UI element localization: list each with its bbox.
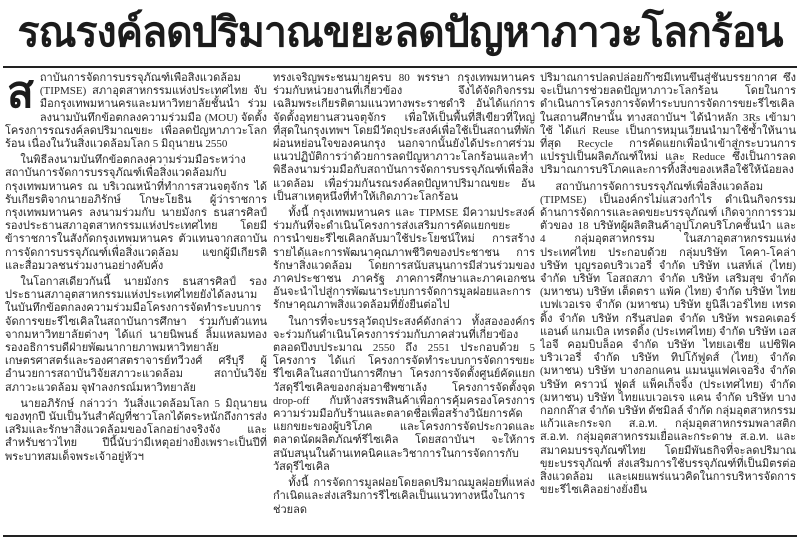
- article-paragraph: ในพิธีลงนามบันทึกข้อตกลงความร่วมมือระหว่างสถาบันการจัดการบรรจุภัณฑ์เพื่อสิ่งแวดล้อมกับกรุงเทพมหานคร ณ บริเวณหน้าที่ทำการสวนจตุจักร ได้รับเกียรติจากนายอภิรักษ์ โกษะโยธิน ผู้ว่าราชการกรุงเทพมหานคร ลงนามร่วมกับ นายมังกร ธนสารศิลป์ รองประธานสภาอุตสาหกรรมแห่งประเทศไทย โดยมีข้าราชการในสังกัดกรุงเทพมหานคร ตัวแทนจากสถาบันการจัดการบรรจุภัณฑ์เพื่อสิ่งแวดล้อม แขกผู้มีเกียรติ และสื่อมวลชนร่วมงานอย่างคับคั่ง: [5, 154, 267, 272]
- article-paragraph: นายอภิรักษ์ กล่าวว่า วันสิ่งแวดล้อมโลก 5 มิถุนายนของทุกปี นับเป็นวันสำคัญที่ชาวโลกได้ตระหนักถึงการส่งเสริมและรักษาสิ่งแวดล้อมของโลกอย่างจริงจัง และสำหรับชาวไทย ปีนี้นับว่ามีเหตุอย่างยิ่งเพราะเป็นปีที่พระบาทสมเด็จพระเจ้าอยู่หัวฯ: [5, 397, 267, 463]
- article-paragraph: ทั้งนี้ การจัดการมูลฝอยโดยลดปริมาณมูลฝอยที่แหล่งกำเนิดและส่งเสริมการรีไซเคิลเป็นแนวทางหนึ่งในการช่วยลด: [273, 477, 535, 516]
- article-paragraph: ในโอกาสเดียวกันนี้ นายมังกร ธนสารศิลป์ รองประธานสภาอุตสาหกรรมแห่งประเทศไทยยังได้ลงนามในบันทึกข้อตกลงความร่วมมือโครงการจัดทำระบบการจัดการขยะรีไซเคิลในสถาบันการศึกษา ร่วมกับตัวแทนจากมหาวิทยาลัยต่างๆ ได้แก่ นายนิพนธ์ ลิ้มแหลมทอง รองอธิการบดีฝ่ายพัฒนากายภาพมหาวิทยาลัยเกษตรศาสตร์และรองศาสตราจารย์ทวีวงศ์ ศรีบุรี ผู้อำนวยการสถาบันวิจัยสภาวะแวดล้อม สถาบันวิจัยสภาวะแวดล้อม จุฬาลงกรณ์มหาวิทยาลัย: [5, 276, 267, 394]
- article-paragraph: ทั้งนี้ กรุงเทพมหานคร และ TIPMSE มีความประสงค์ร่วมกันที่จะดำเนินโครงการส่งเสริมการคัดแยกขยะ การนำขยะรีไซเคิลกลับมาใช้ประโยชน์ใหม่ การสร้างรายได้และการพัฒนาคุณภาพชีวิตของประชาชน การรักษาสิ่งแวดล้อม โดยการสนับสนุนการมีส่วนร่วมของภาคประชาชน ภาครัฐ ภาคการศึกษาและภาคเอกชน อันจะนำไปสู่การพัฒนาระบบการจัดการมูลฝอยและการรักษาคุณภาพสิ่งแวดล้อมที่ยั่งยืนต่อไป: [273, 207, 535, 312]
- bottom-rule: [3, 535, 797, 537]
- article-column-2: [273, 72, 535, 534]
- article-column-1: [5, 72, 267, 534]
- article-column-3: [540, 72, 796, 534]
- article-paragraph: สถาบันการจัดการบรรจุภัณฑ์เพื่อสิ่งแวดล้อม (TIPMSE) เป็นองค์กรไม่แสวงกำไร ดำเนินกิจกรรมด้านการจัดการและลดขยะบรรจุภัณฑ์ เกิดจากการรวมตัวของ 18 บริษัทผู้ผลิตสินค้าอุปโภคบริโภคชั้นนำ และ 4 กลุ่มอุตสาหกรรม ในสภาอุตสาหกรรมแห่งประเทศไทย ประกอบด้วย กลุ่มบริษัท โคคา-โคล่า บริษัท บุญรอดบริวเวอรี่ จำกัด บริษัท เนสท์เล่ (ไทย) จำกัด บริษัท โอสถสภา จำกัด บริษัท เสริมสุข จำกัด (มหาชน) บริษัท เต็ดตรา แพ้ค (ไทย) จำกัด บริษัท ไทยเบฟเวอเรจ จำกัด (มหาชน) บริษัท ยูนิลีเวอร์ไทย เทรดดิ้ง จำกัด บริษัท กรีนสปอต จำกัด บริษัท พรอคเตอร์ แอนด์ แกมเบิล เทรดดิ้ง (ประเทศไทย) จำกัด บริษัท เอสไอจี คอมบิบล็อค จำกัด บริษัท ไทยเอเชีย แปซิฟิค บริวเวอรี่ จำกัด บริษัท ทิปโก้ฟูดส์ (ไทย) จำกัด (มหาชน) บริษัท บางกอกแคน แมนนูแฟคเจอริ่ง จำกัด บริษัท คราวน์ ฟูดส์ แพ็คเก็จจิ้ง (ประเทศไทย) จำกัด (มหาชน) บริษัท ไทยแบเวอเรจ แคน จำกัด บริษัท บางกอกกล๊าส จำกัด บริษัท ดัชมิลล์ จำกัด กลุ่มอุตสาหกรรมแก้วและกระจก ส.อ.ท. กลุ่มอุตสาหกรรมพลาสติก ส.อ.ท. กลุ่มอุตสาหกรรมเยื่อและกระดาษ ส.อ.ท. และสมาคมบรรจุภัณฑ์ไทย โดยมีพันธกิจที่จะลดปริมาณขยะบรรจุภัณฑ์ ส่งเสริมการใช้บรรจุภัณฑ์ที่เป็นมิตรต่อสิ่งแวดล้อม และเผยแพร่แนวคิดในการบริหารจัดการขยะรีไซเคิลอย่างยั่งยืน: [540, 180, 796, 497]
- article-paragraph: ทรงเจริญพระชนมายุครบ 80 พรรษา กรุงเทพมหานคร ร่วมกับหน่วยงานที่เกี่ยวข้อง จึงได้จัดกิจกรรมเฉลิมพระเกียรติตามแนวทางพระราชดำริ อันได้แก่การจัดตั้งอุทยานสวนจตุจักร เพื่อให้เป็นพื้นที่สีเขียวที่ใหญ่ที่สุดในกรุงเทพฯ โดยมีวัตถุประสงค์เพื่อใช้เป็นสถานที่พักผ่อนหย่อนใจของคนกรุง นอกจากนั้นยังได้ประกาศร่วมแนวปฏิบัติการว่าด้วยการลดปัญหาภาวะโลกร้อนและทำพิธีลงนามร่วมมือกับสถาบันการจัดการบรรจุภัณฑ์เพื่อสิ่งแวดล้อม เพื่อร่วมกันรณรงค์ลดปัญหาปริมาณขยะ อันเป็นสาเหตุหนึ่งที่ทำให้เกิดภาวะโลกร้อน: [273, 72, 535, 203]
- headline: รณรงค์ลดปริมาณขยะลดปัญหาภาวะโลกร้อน: [17, 8, 783, 56]
- article-paragraph: ปริมาณการปลดปล่อยก๊าซมีเทนขึ้นสู่ชั้นบรรยากาศ ซึ่งจะเป็นการช่วยลดปัญหาภาวะโลกร้อน โดยในการดำเนินการโครงการจัดทำระบบการจัดการขยะรีไซเคิลในสถานศึกษานั้น ทางสถาบันฯ ได้นำหลัก 3Rs เข้ามาใช้ ได้แก่ Reuse เป็นการหมุนเวียนนำมาใช้ซ้ำให้นานที่สุด Recycle การคัดแยกเพื่อนำเข้าสู่กระบวนการแปรรูปเป็นผลิตภัณฑ์ใหม่ และ Reduce ซึ่งเป็นการลดปริมาณการบริโภคและการทิ้งสิ่งของเหลือใช้ให้น้อยลง: [540, 72, 796, 177]
- headline-rule: [3, 66, 797, 68]
- drop-cap: ส: [7, 72, 34, 118]
- article-paragraph: ในการที่จะบรรลุวัตถุประสงค์ดังกล่าว ทั้งสององค์กรจะร่วมกันดำเนินโครงการร่วมกับภาคส่วนที่เกี่ยวข้องตลอดปีงบประมาณ 2550 ถึง 2551 ประกอบด้วย 5 โครงการ ได้แก่ โครงการจัดทำระบบการจัดการขยะรีไซเคิลในสถาบันการศึกษา โครงการจัดตั้งศูนย์คัดแยกวัสดุรีไซเคิลของกลุ่มอาชีพซาเล้ง โครงการจัดตั้งจุด drop-off กับห้างสรรพสินค้าเพื่อการคุ้มครองโครงการความร่วมมือกับร้านและตลาดชื่อเพื่อสร้างวินัยการคัดแยกขยะของผู้บริโภค และโครงการจัดประกวดและตลาดนัดผลิตภัณฑ์รีไซเคิล โดยสถาบันฯ จะให้การสนับสนุนในด้านเทคนิคและวิชาการในการจัดการกับวัสดุรีไซเคิล: [273, 315, 535, 473]
- article-paragraph: ถาบันการจัดการบรรจุภัณฑ์เพื่อสิ่งแวดล้อม (TIPMSE) สภาอุตสาหกรรมแห่งประเทศไทย จับมือกรุงเทพมหานครและมหาวิทยาลัยชั้นนำ ร่วมลงนามบันทึกข้อตกลงความร่วมมือ (MOU) จัดตั้งโครงการรณรงค์ลดปริมาณขยะ เพื่อลดปัญหาภาวะโลกร้อน เนื่องในวันสิ่งแวดล้อมโลก 5 มิถุนายน 2550: [5, 72, 267, 151]
